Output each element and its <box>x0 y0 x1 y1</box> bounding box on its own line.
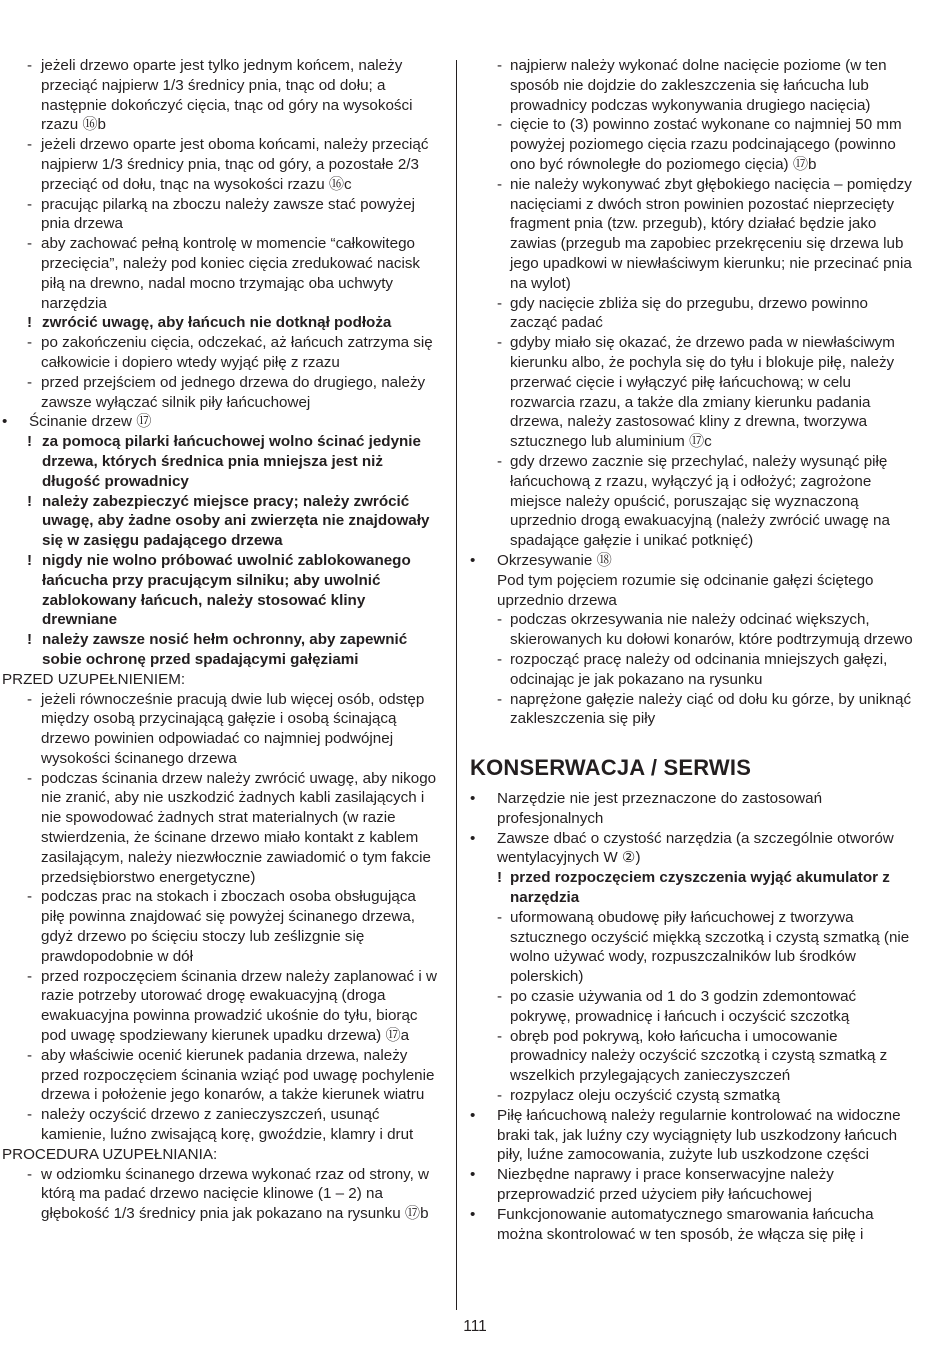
paragraph <box>470 571 915 611</box>
item-text: Okrzesywanie ⑱ <box>497 551 612 569</box>
item-text: podczas ścinania drzew należy zwrócić uwagę, aby nikogo nie zranić, aby nie uszkodzić żadnych kabli zasilających i nie spowodować żadnych strat materialnych (w razie stwierdzenia, że ścinane drzewo miało kontakt z kablem zasilającym, należy niezwłocznie zawiadomić o tym fakcie przedsiębiorstwo energetyczne) <box>41 769 437 886</box>
dash-marker: - <box>497 650 503 668</box>
dash-marker: - <box>27 1165 33 1183</box>
dash-marker: - <box>27 373 33 391</box>
item-text: jeżeli drzewo oparte jest oboma końcami, należy przeciąć najpierw 1/3 średnicy pnia, tnąc od góry, a pozostałe 2/3 przeciąć od dołu, tnąc na wysokości rzazu ⑯c <box>41 136 429 193</box>
item-text: PRZED UZUPEŁNIENIEM: <box>2 670 186 688</box>
dash-marker: - <box>27 967 33 985</box>
item-text: podczas okrzesywania nie należy odcinać większych, skierowanych ku dołowi konarów, które podtrzymują drzewo <box>510 611 913 649</box>
dash-list-item <box>2 1046 442 1105</box>
exclamation-icon: ! <box>27 492 33 510</box>
item-text: cięcie to (3) powinno zostać wykonane co najmniej 50 mm powyżej poziomego cięcia rzazu podcinającego (powinno ono być równoległe do poziomego cięcia) ⑰b <box>510 116 902 173</box>
dash-list-item <box>2 333 442 373</box>
warning-item <box>2 492 442 551</box>
item-text: nigdy nie wolno próbować uwolnić zablokowanego łańcucha przy pracującym silniku; aby uwolnić zablokowany łańcuch, należy stosować kliny drewniane <box>42 551 411 629</box>
dash-marker: - <box>497 611 503 629</box>
item-text: przed rozpoczęciem czyszczenia wyjąć akumulator z narzędzia <box>510 869 890 907</box>
item-text: po zakończeniu cięcia, odczekać, aż łańcuch zatrzyma się całkowicie i dopiero wtedy wyjąć piłę z rzazu <box>41 334 433 371</box>
item-text: gdyby miało się okazać, że drzewo pada w niewłaściwym kierunku albo, że pochyla się do tyłu i blokuje piłę, należy przerwać cięcie i wyłączyć piłę łańcuchową; w celu rozwarcia rzazu, a także dla zmiany kierunku padania drzewa, należy zastosować kliny z drewna, tworzywa sztucznego lub aluminium ⑰c <box>510 334 895 451</box>
dash-list-item <box>2 690 442 769</box>
dash-list-item <box>470 294 915 334</box>
dash-marker: - <box>497 294 503 312</box>
warning-item <box>2 551 442 630</box>
item-text: jeżeli drzewo oparte jest tylko jednym końcem, należy przeciąć najpierw 1/3 średnicy pnia, tnąc od dołu; a następnie dokończyć cięcia, tnąc od góry na wysokości rzazu ⑯b <box>41 57 413 134</box>
warning-item <box>2 630 442 670</box>
item-text: najpierw należy wykonać dolne nacięcie poziome (w ten sposób nie dojdzie do zakleszczenia się łańcucha lub prowadnicy podczas wykonywania drugiego nacięcia) <box>510 57 887 114</box>
item-text: należy zawsze nosić hełm ochronny, aby zapewnić sobie ochronę przed spadającymi gałęziami <box>42 631 408 668</box>
dash-list-item <box>470 56 915 115</box>
dash-list-item <box>470 610 915 650</box>
bullet-icon: • <box>2 413 8 431</box>
dash-marker: - <box>497 908 503 926</box>
item-text: pracując pilarką na zboczu należy zawsze stać powyżej pnia drzewa <box>41 195 415 233</box>
exclamation-icon: ! <box>27 631 33 649</box>
bullet-icon: • <box>470 1205 476 1223</box>
dash-list-item <box>2 195 442 235</box>
item-text: Ścinanie drzew ⑰ <box>29 413 152 431</box>
item-text: obręb pod pokrywą, koło łańcucha i umocowanie prowadnicy należy oczyścić szczotką i czystą szmatką z wszelkich przylegających zanieczyszczeń <box>510 1027 888 1085</box>
dash-list-item <box>2 56 442 135</box>
item-text: aby właściwie ocenić kierunek padania drzewa, należy przed rozpoczęciem ścinania wziąć pod uwagę pochylenie drzewa i położenie jego konarów, a także kierunek wiatru <box>41 1046 435 1104</box>
dash-list-item <box>470 1027 915 1086</box>
item-text: rozpylacz oleju oczyścić czystą szmatką <box>510 1087 781 1105</box>
dash-marker: - <box>497 175 503 193</box>
dash-list-item <box>470 452 915 551</box>
item-text: Pod tym pojęciem rozumie się odcinanie gałęzi ściętego uprzednio drzewa <box>497 571 874 609</box>
item-text: Piłę łańcuchową należy regularnie kontrolować na widoczne braki tak, jak luźny czy wyciągnięty lub uszkodzony łańcuch piły, luźne zamocowania, zużyte lub uszkodzone części <box>497 1106 901 1164</box>
dash-list-item <box>2 373 442 413</box>
right-column-intro <box>470 56 915 729</box>
dash-list-item <box>2 234 442 313</box>
dash-list-item <box>470 115 915 174</box>
bullet-icon: • <box>470 790 476 808</box>
bullet-icon: • <box>470 551 476 569</box>
dash-list-item <box>470 987 915 1027</box>
dash-marker: - <box>27 690 33 708</box>
warning-item <box>2 432 442 491</box>
bullet-icon: • <box>470 1166 476 1184</box>
item-text: po czasie używania od 1 do 3 godzin zdemontować pokrywę, prowadnicę i łańcuch i oczyścić szczotką <box>510 988 857 1025</box>
exclamation-icon: ! <box>497 869 503 887</box>
item-text: uformowaną obudowę piły łańcuchowej z tworzywa sztucznego oczyścić miękką szczotką i czystą szmatką (nie wolno używać wody, rozpuszczalników lub środków polerskich) <box>510 908 910 986</box>
dash-list-item <box>470 650 915 690</box>
item-text: gdy nacięcie zbliża się do przegubu, drzewo powinno zacząć padać <box>510 294 868 332</box>
dash-marker: - <box>497 988 503 1006</box>
bullet-item <box>470 1165 915 1205</box>
dash-marker: - <box>27 1106 33 1124</box>
item-text: aby zachować pełną kontrolę w momencie “całkowitego przecięcia”, należy pod koniec cięcia zredukować nacisk piłą na drewno, nadal mocno trzymając oba uchwyty narzędzia <box>41 235 421 312</box>
item-text: za pomocą pilarki łańcuchowej wolno ścinać jedynie drzewa, których średnica pnia mniejsza jest niż długość prowadnicy <box>42 433 421 490</box>
exclamation-icon: ! <box>27 314 33 332</box>
item-text: należy oczyścić drzewo z zanieczyszczeń, usunąć kamienie, luźno zwisającą korę, gwoździe, klamry i drut <box>41 1106 414 1144</box>
left-column <box>2 56 442 1224</box>
subheading <box>2 670 442 690</box>
dash-list-item <box>470 175 915 294</box>
item-text: przed rozpoczęciem ścinania drzew należy zaplanować i w razie potrzeby utorować drogę ewakuacyjną (droga ewakuacyjna powinna prowadzić ukośnie do tyłu, biorąc pod uwagę spodziewany kierunek upadku drzewa) ⑰a <box>41 967 437 1045</box>
dash-list-item <box>2 769 442 888</box>
item-text: Zawsze dbać o czystość narzędzia (a szczególnie otworów wentylacyjnych W ②) <box>497 829 894 867</box>
right-column <box>470 56 915 1244</box>
dash-list-item <box>470 333 915 452</box>
dash-list-item <box>470 1086 915 1106</box>
item-text: przed przejściem od jednego drzewa do drugiego, należy zawsze wyłączać silnik piły łańcuchowej <box>41 373 426 411</box>
dash-marker: - <box>27 769 33 787</box>
dash-list-item <box>2 135 442 194</box>
bullet-item <box>470 551 915 571</box>
item-text: Narzędzie nie jest przeznaczone do zastosowań profesjonalnych <box>497 790 823 827</box>
dash-marker: - <box>497 1027 503 1045</box>
exclamation-icon: ! <box>27 551 33 569</box>
bullet-item <box>2 412 442 432</box>
bullet-icon: • <box>470 1106 476 1124</box>
dash-marker: - <box>27 334 33 352</box>
page-number: 111 <box>463 1318 487 1335</box>
column-divider <box>456 60 457 1310</box>
dash-marker: - <box>497 1087 503 1105</box>
dash-list-item <box>2 887 442 966</box>
dash-marker: - <box>27 57 33 74</box>
dash-marker: - <box>27 235 33 253</box>
warning-item <box>470 868 915 908</box>
right-column-service <box>470 789 915 1244</box>
dash-list-item <box>2 1105 442 1145</box>
dash-marker: - <box>27 1046 33 1064</box>
bullet-item <box>470 1106 915 1165</box>
warning-item <box>2 313 442 333</box>
dash-marker: - <box>27 136 33 154</box>
dash-list-item <box>2 967 442 1046</box>
item-text: zwrócić uwagę, aby łańcuch nie dotknął podłoża <box>42 314 392 332</box>
dash-marker: - <box>497 57 503 74</box>
item-text: Funkcjonowanie automatycznego smarowania łańcucha można skontrolować w ten sposób, że włącza się piłę i <box>497 1205 874 1243</box>
dash-marker: - <box>497 116 503 134</box>
dash-marker: - <box>497 334 503 352</box>
item-text: rozpocząć pracę należy od odcinania mniejszych gałęzi, odcinając je jak pokazano na rysunku <box>510 650 888 688</box>
item-text: Niezbędne naprawy i prace konserwacyjne należy przeprowadzić przed użyciem piły łańcuchowej <box>497 1166 834 1204</box>
dash-marker: - <box>27 888 33 906</box>
item-text: naprężone gałęzie należy ciąć od dołu ku górze, by uniknąć zakleszczenia się piły <box>510 690 912 728</box>
item-text: w odziomku ścinanego drzewa wykonać rzaz od strony, w którą ma padać drzewo nacięcie klinowe (1 – 2) na głębokość 1/3 średnicy pnia jak pokazano na rysunku ⑰b <box>41 1165 430 1223</box>
subheading <box>2 1145 442 1165</box>
item-text: nie należy wykonywać zbyt głębokiego nacięcia – pomiędzy nacięciami z dwóch stron powinien pozostać nieprzecięty fragment pnia (tzw. przegub), który działać będzie jako zawias (przegub ma zapobiec przekręceniu się drzewa lub jego upadkowi w niewłaściwym kierunku; nie przecinać pnia na wylot) <box>510 175 912 292</box>
dash-list-item <box>470 908 915 987</box>
bullet-item <box>470 789 915 829</box>
dash-marker: - <box>27 195 33 213</box>
dash-marker: - <box>497 690 503 708</box>
item-text: podczas prac na stokach i zboczach osoba obsługująca piłę powinna znajdować się powyżej ścinanego drzewa, gdyż drzewo po ścięciu stoczy lub ześlizgnie się prawdopodobnie w dół <box>41 888 416 965</box>
dash-list-item <box>2 1165 442 1224</box>
bullet-item <box>470 829 915 869</box>
item-text: należy zabezpieczyć miejsce pracy; należy zwrócić uwagę, aby żadne osoby ani zwierzęta nie znajdowały się w zasięgu padającego drzewa <box>42 492 430 550</box>
item-text: PROCEDURA UZUPEŁNIANIA: <box>2 1145 218 1163</box>
section-heading: KONSERWACJA / SERWIS <box>470 755 752 781</box>
dash-list-item <box>470 690 915 730</box>
exclamation-icon: ! <box>27 433 33 451</box>
item-text: jeżeli równocześnie pracują dwie lub więcej osób, odstęp między osobą przycinającą gałęzie i osobą ścinającą drzewo powinien odpowiadać co najmniej podwójnej wysokości ścinanego drzewa <box>41 690 425 767</box>
bullet-icon: • <box>470 829 476 847</box>
dash-marker: - <box>497 452 503 470</box>
item-text: gdy drzewo zacznie się przechylać, należy wysunąć piłę łańcuchową z rzazu, wyłączyć ją i odłożyć; zagrożone miejsce należy opuścić, poruszając się wyznaczoną uprzednio drogą ewakuacyjną (należy zwrócić uwagę na spadające gałęzie i unikać potknięć) <box>510 452 890 550</box>
bullet-item <box>470 1205 915 1245</box>
